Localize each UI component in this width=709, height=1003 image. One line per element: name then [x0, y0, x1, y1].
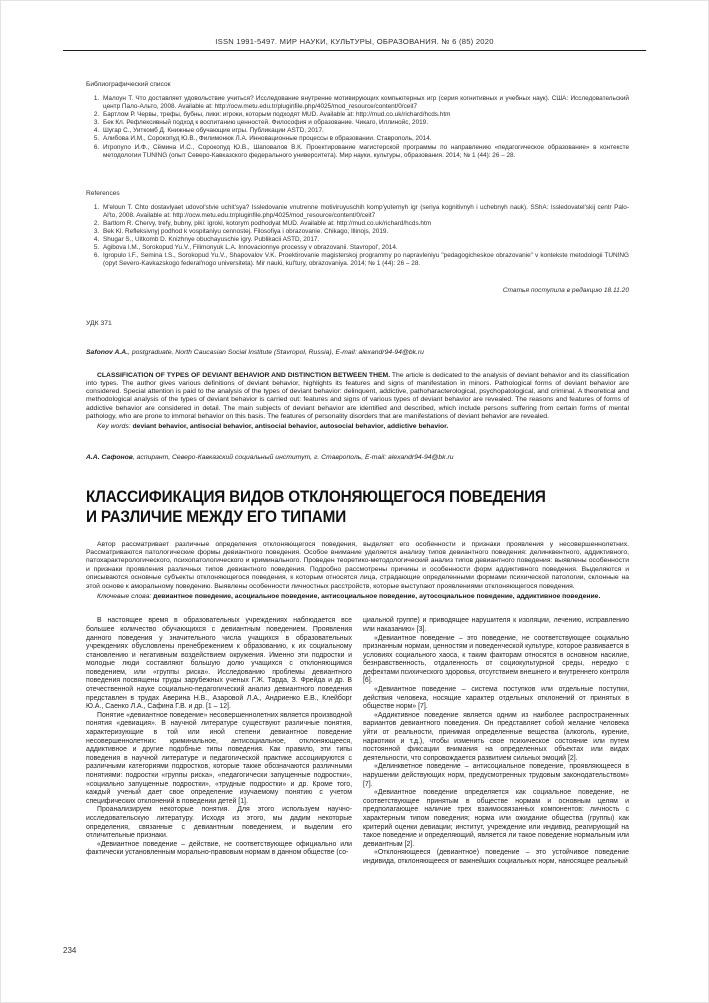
received-date-note: Статья поступила в редакцию 18.11.20 [502, 286, 629, 294]
body-columns [86, 617, 629, 866]
bibliography-heading: Библиографический список [86, 81, 171, 88]
keywords-en [86, 423, 629, 431]
bibliography-list [86, 95, 629, 160]
article-title [86, 487, 575, 527]
bibliography-item: 1. Малоун Т. Что доставляет удовольствие учиться? Исследование внутренне мотивирующих компьютерных игр (серия когнитивных и учебных наук). США: Исследовательский центр Пало-Альто, 2008. Available at: http://ocw.metu.edu.tr/pluginfile.php/4025/mod_resource/content/0/ceit7 [101, 95, 629, 111]
abstract-ru: Автор рассматривает различные определения отклоняющегося поведения, выделяет его особенности и признаки проявления у несовершеннолетних. Рассматриваются патологические формы девиантного поведения. Особое внимание уделяется анализу типов девиантного поведения: делинквентного, аддиктивного, патохарактерологического, психопатологического и криминального. Проведен теоретико-методологический анализ типов девиантного поведения: выявлены особенности и признаки проявления различных типов девиантного поведения. Подробно рассмотрены причины и особенности форм аддиктивного поведения. Выделяются и описываются основные субъекты отклоняющегося поведения, к которым относятся лица, страдающие определенными формами психической патологии, склонные на этой основе к аморальному поведению. Выявлены особенности личностных расстройств, которые выступают проявлениями отклоняющегося поведения. [86, 540, 629, 590]
bibliography-item: 3. Бек Кл. Рефлексивный подход к воспитанию ценностей. Философия и образование. Чикаго, Иллинойс, 2019. [101, 119, 629, 127]
keywords-en-text: deviant behavior, antisocial behavior, antisocial behavior, autosocial behavior, addictive behavior. [130, 423, 449, 431]
body-paragraph: «Отклоняющееся (девиантное) поведение – это устойчивое поведение индивида, отклоняющееся от важнейших социальных норм, наносящее реальный [363, 849, 629, 865]
keywords-en-label: Key words: [97, 423, 131, 431]
article-title-line2: И РАЗЛИЧИЕ МЕЖДУ ЕГО ТИПАМИ [86, 506, 347, 526]
article-title-line1: КЛАССИФИКАЦИЯ ВИДОВ ОТКЛОНЯЮЩЕГОСЯ ПОВЕДЕНИЯ [86, 486, 546, 506]
journal-running-head: ISSN 1991-5497. МИР НАУКИ, КУЛЬТУРЫ, ОБРАЗОВАНИЯ. № 6 (85) 2020 [63, 37, 646, 51]
author-name-en: Safonov A.A. [86, 348, 129, 356]
author-name-ru: А.А. Сафонов [86, 453, 133, 461]
references-heading: References [86, 189, 120, 197]
author-affiliation-en: , postgraduate, North Caucasian Social Institute (Stavropol, Russia), E-mail: alexandr94-94@bk.ru [128, 348, 424, 356]
body-paragraph: Проанализируем некоторые понятия. Для этого используем научно-исследовательскую литературу. Исходя из этого, мы дадим некоторые определения, связанные с девиантным поведением, и выделим его отличительные признаки. [86, 806, 352, 840]
body-paragraph: «Делинкветное поведение – антисоциальное поведение, проявляющееся в нарушении действующих норм, предусмотренных трудовым законодательством» [7]. [363, 763, 629, 788]
page-number: 234 [63, 946, 77, 955]
author-line-ru [86, 454, 629, 461]
reference-item: 3. Bek Kl. Refleksivnyj podhod k vospitaniyu cennostej. Filosofiya i obrazovanie. Chikago, Illinojs, 2019. [101, 228, 629, 236]
author-line-en [86, 349, 629, 356]
bibliography-item: 6. Игропуло И.Ф., Сёмина И.С., Сорокопуд Ю.В., Шаповалов В.К. Проектирование магистерской программы по направлению «педагогическое образование» в контексте методологии TUNING (опыт Северо-Кавказского федерального университета). Мир науки, культуры, образования. 2014; № 1 (44): 26 – 28. [101, 144, 629, 160]
body-paragraph: «Аддиктивное поведение является одним из наиболее распространенных вариантов девиантного поведения. Он представляет собой желание человека уйти от реальности, принимая определенные вещества (алкоголь, курение, наркотики и т.д.), чтобы изменить свое психическое состояние или путем постоянной фиксации внимания на определенных объектах или видах деятельности, что сопровождается развитием сильных эмоций [2]. [363, 711, 629, 762]
bibliography-item: 2. Бартлом Р. Червы, трефы, бубны, лики: игроки, которым подходят MUD. Available at: http://mud.co.uk/richard/hcds.htm [101, 111, 629, 119]
keywords-ru [86, 593, 629, 601]
right-column [363, 617, 629, 866]
abstract-en [86, 372, 629, 422]
body-paragraph: Понятие «девиантное поведение» несовершеннолетних является производной понятия «девиация». В научной литературе существуют различные понятия, характеризующие в той или иной степени девиантное поведение несовершеннолетних: криминальное, антисоциальное, отклоняющееся, аддиктивное и другие подобные типы поведения. Как правило, эти типы поведения в научной литературе и педагогической практике ассоциируются с различными категориями подростков, которые также обозначаются различными понятиями: подростки «группы риска», «педагогически запущенные подростки», «социально запущенные подростки», «трудные подростки» и др. Кроме того, каждый ученый дает свое определение изучаемому понятию с учетом специфических отклонений в поведении детей [1]. [86, 711, 352, 805]
body-paragraph: «Девиантное поведение – это поведение, не соответствующее социально признанным нормам, ценностям и поведенческой культуре, которое развивается в условиях социального хаоса, к таким факторам относятся в основном насилие, безнравственность, отдаленность от социокультурной среды, нередко с дефектами психического здоровья, отсутствием внешнего и внутреннего контроля [6]. [363, 634, 629, 685]
reference-item: 4. Shugar S., Uitkomb D. Knizhnye obuchayuschie igry. Publikacii ASTD, 2017. [101, 236, 629, 244]
bibliography-item: 5. Алибова И.М., Сорокопуд Ю.В., Филимонюк Л.А. Инновационные процессы в образовании. Ставрополь, 2014. [101, 135, 629, 143]
body-paragraph: «Девиантное поведение – система поступков или отдельные поступки, действия человека, носящие характер отдельных отклонений от принятых в обществе норм» [7]. [363, 686, 629, 711]
keywords-ru-text: девиантное поведение, асоциальное поведение, антисоциальное поведение, аутосоциальное поведение, аддиктивное поведение. [151, 593, 601, 601]
udc-code: УДК 371 [86, 319, 112, 327]
reference-item: 1. M'eloun T. Chto dostavlyaet udovol'stvie uchit'sya? Issledovanie vnutrenne motiviruyuschih komp'yuternyh igr (seriya kognitivnyh i uchebnyh nauk). SShA: Issledovatel'skij centr Palo-Al'to, 2008. Available at: http://ocw.metu.edu.tr/pluginfile.php/4025/mod_resource/content/0/ceit7 [101, 204, 629, 220]
body-paragraph: циальной группе) и приводящее нарушителя к изоляции, лечению, исправлению или наказанию» [3]. [363, 617, 629, 633]
abstract-en-title: CLASSIFICATION OF TYPES OF DEVIANT BEHAVIOR AND DISTINCTION BETWEEN THEM. [97, 371, 391, 379]
body-paragraph: «Девиантное поведение определяется как социальное поведение, не соответствующее принятым в обществе нормам и основным целям и предполагающее наличие трех взаимосвязанных компонентов: личность с характерным типом поведения; норма или ожидание общества (группы) как критерий оценки девиации; институт, учреждение или индивид, реагирующий на такое поведение и определяющий, является ли такое поведение нормальным или девиантным [2]. [363, 789, 629, 848]
reference-item: 2. Bartlom R. Chervy, trefy, bubny, piki: igroki, kotorym podhodyat MUD. Available at: http://mud.co.uk/richard/hcds.htm [101, 220, 629, 228]
reference-item: 5. Agibova I.M., Sorokopud Yu.V., Filimonyuk L.A. Innovacionnye processy v obrazovanii. Stavropol', 2014. [101, 244, 629, 252]
abstract-en-text: The article is dedicated to the analysis of deviant behavior and its classification into types. The author gives various definitions of deviant behavior, highlights its features and signs of manifestation in minors. Pathological forms of deviant behavior are considered. Special attention is paid to the analysis of the types of deviant behavior: delinquent, addictive, pathoharacterological, psychopatological, and criminal. A theoretical and methodological analysis of the types of deviant behavior is carried out: features and signs of various types of deviant behavior are revealed. The reasons and features of forms of addictive behavior are considered in detail. The main subjects of deviant behavior are identified and described, which include persons suffering from certain forms of mental pathology, who are prone to immoral behavior on this basis. The features of personality disorders that are manifestations of deviant behavior are revealed. [86, 371, 630, 420]
author-affiliation-ru: , аспирант, Северо-Кавказский социальный институт, г. Ставрополь, E-mail: alexandr94-94@bk.ru [132, 453, 454, 461]
bibliography-item: 4. Шугар С., Уиткомб Д. Книжные обучающие игры. Публикации ASTD, 2017. [101, 127, 629, 135]
body-paragraph: В настоящее время в образовательных учреждениях наблюдается все большее количество обучающихся с девиантным поведением. Проявления данного поведения у значительного числа учащихся в образовательных учреждениях обусловлены пренебрежением к образованию, к их социальному становлению и негативным воздействием окружения. Именно эти подростки и молодые люди составляют большую долю учащихся с отклоняющимся поведением, или «группы риска». Исследованию проблемы девиантного поведения посвящены труды зарубежных ученых Г.Ж. Тарда, З. Фрейда и др. В отечественной науке социально-педагогический анализ девиантного поведения представлен в трудах Аверина Н.В., Азаровой Л.А., Андриенко Е.В., Клейборг Ю.А., Саенко Л.А., Сафина Г.В. и др. [1 – 12]. [86, 617, 352, 711]
keywords-ru-label: Ключевые слова: [97, 593, 152, 601]
references-list [86, 204, 629, 269]
page-content [86, 81, 629, 867]
reference-item: 6. Igropulo I.F., Semina I.S., Sorokopud Yu.V., Shapovalov V.K. Proektirovanie magisterskoj programmy po napravleniyu "pedagogicheskoe obrazovanie" v kontekste metodologii TUNING (opyt Severo-Kavkazskogo federal'nogo universiteta). Mir nauki, kul'tury, obrazovaniya. 2014; № 1 (44): 26 – 28. [101, 252, 629, 268]
left-column [86, 617, 352, 866]
body-paragraph: «Девиантное поведение – действие, не соответствующее официально или фактически установленным морально-правовым нормам в данном обществе (со- [86, 840, 352, 857]
